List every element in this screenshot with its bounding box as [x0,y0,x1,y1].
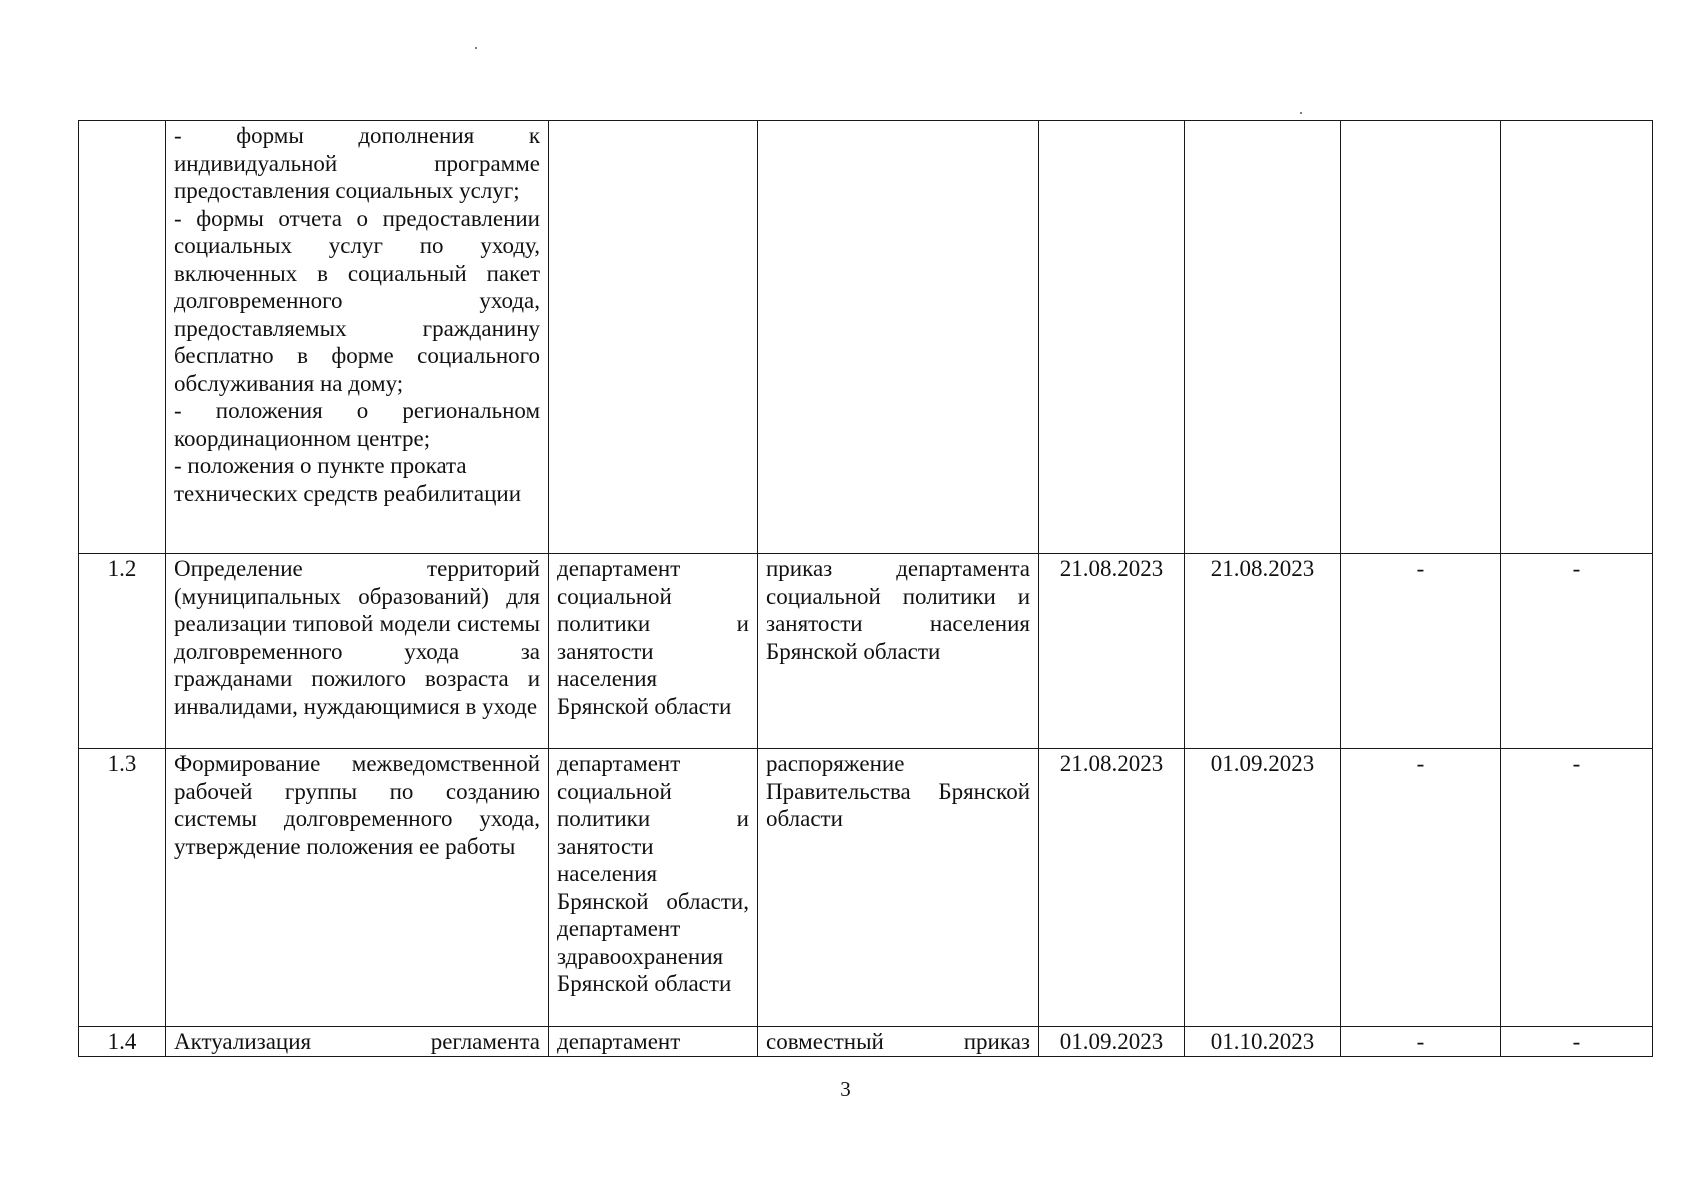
end-date: 21.08.2023 [1185,554,1341,749]
document-type [758,1027,1039,1057]
start-date: 21.08.2023 [1039,554,1185,749]
column-7-value: - [1341,554,1501,749]
table-row [79,1027,1653,1057]
row-number: 1.3 [79,749,166,1027]
responsible-executor: департамент социальной политики и занятости населения Брянской области [549,554,758,749]
page-number: 3 [840,1077,851,1101]
scan-speck [1300,112,1302,114]
start-date [1039,121,1185,554]
column-7-value: - [1341,1027,1501,1057]
table-row [79,121,1653,554]
activity-description: Формирование межведомственной рабочей группы по созданию системы долговременного ухода, утверждение положения ее работы [166,749,549,1027]
column-8-value: - [1501,1027,1653,1057]
activity-plan-table [78,120,1653,1057]
column-8-value: - [1501,554,1653,749]
start-date: 01.09.2023 [1039,1027,1185,1057]
document-type [758,121,1039,554]
description-item: - формы отчета о предоставлении социальных услуг по уходу, включенных в социальный пакет долговременного ухода, предоставляемых гражданину бесплатно в форме социального обслуживания на дому; [174,205,540,396]
end-date: 01.09.2023 [1185,749,1341,1027]
document-type: распоряжение Правительства Брянской области [758,749,1039,1027]
responsible-executor [549,121,758,554]
document-word: приказ [963,1029,1030,1054]
description-item: - положения о пункте проката технических средств реабилитации [174,453,522,506]
row-number [79,121,166,554]
activity-description: Определение территорий (муниципальных образований) для реализации типовой модели системы долговременного ухода за гражданами пожилого возраста и инвалидами, нуждающимися в уходе [166,554,549,749]
row-number: 1.2 [79,554,166,749]
description-item: - положения о региональном координационном центре; [174,398,540,451]
scan-speck [475,47,477,49]
start-date: 21.08.2023 [1039,749,1185,1027]
responsible-executor: департамент социальной политики и занятости населения Брянской области, департамент здравоохранения Брянской области [549,749,758,1027]
description-word: Актуализация [174,1029,312,1054]
document-type: приказ департамента социальной политики и занятости населения Брянской области [758,554,1039,749]
activity-description [166,1027,549,1057]
column-8-value [1501,121,1653,554]
end-date: 01.10.2023 [1185,1027,1341,1057]
table-row [79,749,1653,1027]
end-date [1185,121,1341,554]
row-number: 1.4 [79,1027,166,1057]
responsible-executor: департамент [549,1027,758,1057]
activity-description [166,121,549,554]
table-row [79,554,1653,749]
description-item: - формы дополнения к индивидуальной программе предоставления социальных услуг; [174,123,540,203]
description-word: регламента [430,1029,540,1054]
column-7-value: - [1341,749,1501,1027]
document-text [766,1028,1030,1056]
column-7-value [1341,121,1501,554]
column-8-value: - [1501,749,1653,1027]
description-text [174,1028,540,1056]
document-word: совместный [766,1029,884,1054]
